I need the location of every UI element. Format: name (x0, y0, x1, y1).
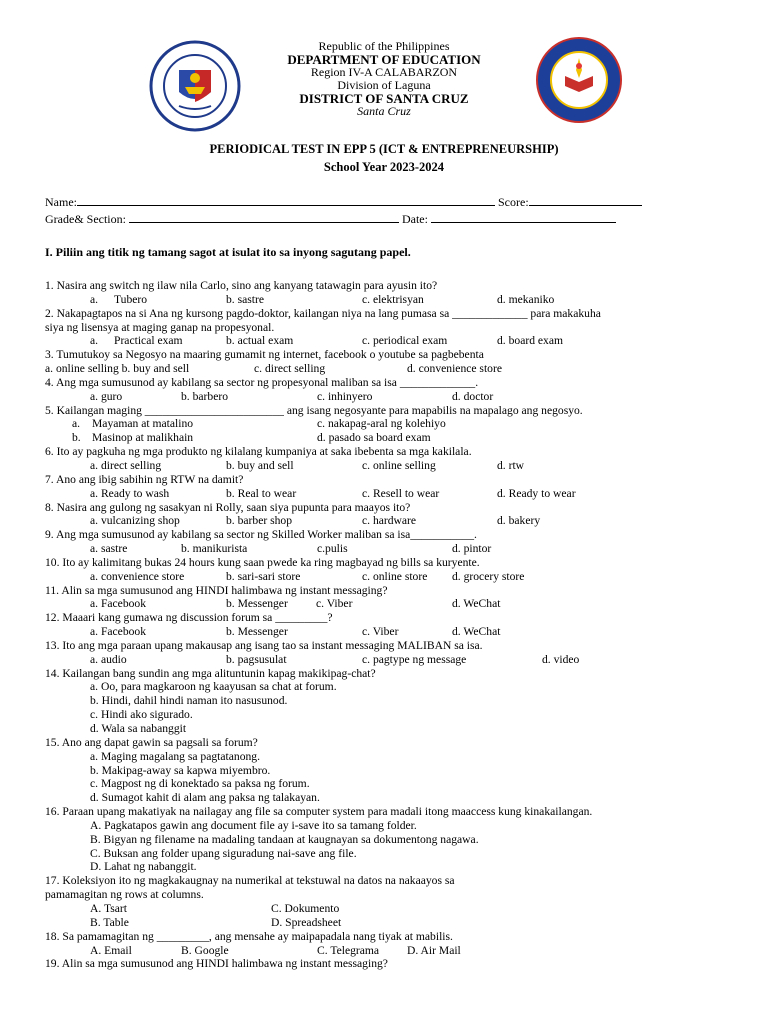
grade-section-label: Grade& Section: (45, 212, 126, 226)
name-field[interactable] (45, 194, 642, 210)
question-line (45, 764, 745, 778)
line-text: b. sari-sari store (226, 569, 301, 583)
line-text: 15. Ano ang dapat gawin sa pagsali sa forum? (45, 735, 258, 749)
question-line (45, 708, 745, 722)
line-text: c. direct selling (254, 362, 326, 376)
line-text: 4. Ang mga sumusunod ay kabilang sa sector ng propesyonal maliban sa isa _____________. (45, 375, 479, 389)
line-text: 19. Alin sa mga sumusunod ang HINDI halimbawa ng instant messaging? (45, 957, 388, 971)
question-line (45, 501, 745, 515)
question-line (45, 348, 745, 362)
line-text: c. periodical exam (362, 334, 448, 348)
line-text: pamamagitan ng rows at columns. (45, 888, 204, 902)
line-text: 7. Ano ang ibig sabihin ng RTW na damit? (45, 472, 244, 486)
question-line (45, 722, 745, 736)
question-line (45, 445, 745, 459)
question-line (45, 791, 745, 805)
line-text: 1. Nasira ang switch ng ilaw nila Carlo, sino ang kanyang tatawagin para ayusin ito? (45, 279, 438, 292)
line-text: a. Maging magalang sa pagtatanong. (90, 749, 260, 763)
line-text: c. nakapag-aral ng kolehiyo (317, 417, 446, 431)
line-text: Masinop at malikhain (92, 431, 194, 445)
district-text: DISTRICT OF SANTA CRUZ (299, 91, 469, 106)
line-text: B. Google (181, 943, 229, 957)
line-text: 18. Sa pamamagitan ng _________, ang mensahe ay maipapadala nang tiyak at mabilis. (45, 929, 453, 943)
question-line (45, 833, 745, 847)
question-line (45, 860, 745, 874)
question-line (45, 334, 745, 348)
line-text: siya ng lisensya at maging ganap na propesyonal. (45, 320, 275, 334)
question-line (45, 625, 745, 639)
line-text: d. video (542, 652, 580, 666)
question-line (45, 736, 745, 750)
line-text: A. Email (90, 943, 132, 957)
line-text: c. online selling (362, 458, 436, 472)
question-line (45, 667, 745, 681)
question-line (45, 307, 745, 321)
line-text: b. barbero (181, 389, 228, 403)
line-text: 8. Nasira ang gulong ng sasakyan ni Rolly, saan siya pupunta para maayos ito? (45, 500, 411, 514)
question-line (45, 944, 745, 958)
town-text: Santa Cruz (357, 104, 411, 118)
line-text: A. Tsart (90, 901, 127, 915)
republic-text: Republic of the Philippines (318, 39, 450, 53)
line-text: d. pintor (452, 542, 492, 556)
question-line (45, 847, 745, 861)
line-text: a. direct selling (90, 458, 162, 472)
line-text: a. (72, 417, 81, 431)
line-text: a. Facebook (90, 597, 147, 611)
line-text: b. Makipag-away sa kapwa miyembro. (90, 763, 271, 777)
line-text: a. convenience store (90, 569, 185, 583)
question-line (45, 390, 745, 404)
question-line (45, 930, 745, 944)
line-text: a. Ready to wash (90, 486, 170, 500)
line-text: 13. Ito ang mga paraan upang makausap ang isang tao sa instant messaging MALIBAN sa isa. (45, 638, 483, 652)
question-line (45, 376, 745, 390)
line-text: c. inhinyero (317, 389, 373, 403)
question-line (45, 514, 745, 528)
line-text: d. convenience store (407, 362, 502, 376)
line-text: C. Telegrama (317, 943, 380, 957)
department-text: DEPARTMENT OF EDUCATION (287, 52, 481, 67)
question-line (45, 957, 745, 971)
line-text: 10. Ito ay kalimitang bukas 24 hours kung saan pwede ka ring magbayad ng bills sa kuryente. (45, 555, 480, 569)
line-text: c. Magpost ng di konektado sa paksa ng forum. (90, 777, 310, 791)
line-text: b. barber shop (226, 514, 293, 528)
line-text: a. sastre (90, 542, 128, 556)
line-text: D. Lahat ng nabanggit. (90, 860, 197, 874)
line-text: d. board exam (497, 334, 563, 348)
question-line (45, 694, 745, 708)
question-line (45, 888, 745, 902)
question-line (45, 542, 745, 556)
line-text: d. Sumagot kahit di alam ang paksa ng talakayan. (90, 791, 320, 805)
line-text: d. WeChat (452, 625, 501, 639)
line-text: c. online store (362, 569, 428, 583)
question-line (45, 473, 745, 487)
question-line (45, 321, 745, 335)
line-text: A. Pagkatapos gawin ang document file ay i-save ito sa tamang folder. (90, 818, 417, 832)
line-text: 6. Ito ay pagkuha ng mga produkto ng kilalang kumpaniya at saka ibebenta sa mga kakilala. (45, 445, 472, 459)
line-text: 16. Paraan upang makatiyak na nailagay ang file sa computer system para madali itong maaccess kung kinakailangan. (45, 805, 593, 819)
line-text: a. online selling b. buy and sell (45, 362, 190, 376)
question-line (45, 459, 745, 473)
division-text: Division of Laguna (337, 78, 431, 92)
line-text: D. Air Mail (407, 943, 461, 957)
line-text: a. (90, 334, 99, 348)
question-line (45, 279, 745, 293)
line-text: D. Spreadsheet (271, 915, 342, 929)
question-line (45, 597, 745, 611)
line-text: c. Viber (362, 625, 399, 639)
line-text: c. Hindi ako sigurado. (90, 708, 193, 722)
line-text: b. pagsusulat (226, 652, 287, 666)
line-text: 12. Maaari kang gumawa ng discussion forum sa _________? (45, 611, 333, 625)
line-text: C. Dokumento (271, 901, 340, 915)
line-text: Tubero (114, 292, 148, 306)
question-line (45, 487, 745, 501)
question-line (45, 805, 745, 819)
grade-section-field[interactable] (45, 211, 616, 227)
line-text: 14. Kailangan bang sundin ang mga alituntunin kapag makikipag-chat? (45, 666, 376, 680)
line-text: b. Real to wear (226, 486, 297, 500)
line-text: Mayaman at matalino (92, 417, 194, 431)
test-title: PERIODICAL TEST IN EPP 5 (ICT & ENTREPRENEURSHIP) (209, 142, 559, 156)
question-line (45, 556, 745, 570)
line-text: Practical exam (114, 334, 183, 348)
question-line (45, 611, 745, 625)
line-text: d. Ready to wear (497, 486, 576, 500)
line-text: b. actual exam (226, 334, 294, 348)
question-line (45, 404, 745, 418)
question-line (45, 528, 745, 542)
question-line (45, 819, 745, 833)
line-text: c.pulis (317, 542, 348, 556)
line-text: 3. Tumutukoy sa Negosyo na maaring gumamit ng internet, facebook o youtube sa pagbebenta (45, 348, 484, 362)
line-text: d. mekaniko (497, 292, 555, 306)
line-text: b. buy and sell (226, 458, 294, 472)
question-line (45, 431, 745, 445)
question-line (45, 916, 745, 930)
name-label: Name: (45, 195, 77, 209)
line-text: c. Viber (316, 597, 353, 611)
line-text: 9. Ang mga sumusunod ay kabilang sa sector ng Skilled Worker maliban sa isa___________. (45, 528, 477, 542)
line-text: d. bakery (497, 514, 541, 528)
line-text: 17. Koleksiyon ito ng magkakaugnay na numerikal at tekstuwal na datos na nakaayos sa (45, 874, 455, 888)
question-line (45, 653, 745, 667)
line-text: d. doctor (452, 389, 494, 403)
question-line (45, 362, 745, 376)
line-text: a. guro (90, 389, 123, 403)
line-text: B. Bigyan ng filename na madaling tandaan at kaugnayan sa dokumentong nagawa. (90, 832, 479, 846)
date-label: Date: (401, 212, 428, 226)
line-text: d. pasado sa board exam (317, 431, 431, 445)
line-text: d. WeChat (452, 597, 501, 611)
line-text: b. Hindi, dahil hindi naman ito nasusunod. (90, 694, 288, 708)
line-text: 5. Kailangan maging ________________________ ang isang negosyante para mapabilis na mapalago ang negosyo. (45, 403, 583, 417)
question-line (45, 750, 745, 764)
line-text: b. sastre (226, 292, 264, 306)
line-text: a. (90, 292, 99, 306)
question-line (45, 293, 745, 307)
line-text: a. Oo, para magkaroon ng kaayusan sa chat at forum. (90, 680, 337, 694)
line-text: c. elektrisyan (362, 292, 424, 306)
school-year: School Year 2023-2024 (323, 160, 445, 174)
line-text: b. Messenger (226, 625, 288, 639)
question-line (45, 680, 745, 694)
line-text: d. rtw (497, 458, 525, 472)
question-line (45, 874, 745, 888)
line-text: c. pagtype ng message (362, 652, 467, 666)
line-text: a. Facebook (90, 625, 147, 639)
line-text: d. grocery store (452, 569, 525, 583)
question-line (45, 902, 745, 916)
letterhead (0, 40, 768, 118)
line-text: 11. Alin sa mga sumusunod ang HINDI halimbawa ng instant messaging? (45, 583, 388, 597)
line-text: b. Messenger (226, 597, 288, 611)
questions (45, 279, 745, 971)
line-text: a. vulcanizing shop (90, 514, 180, 528)
question-line (45, 570, 745, 584)
line-text: b. (72, 431, 81, 445)
line-text: b. manikurista (181, 542, 248, 556)
line-text: a. audio (90, 652, 127, 666)
instruction: I. Piliin ang titik ng tamang sagot at isulat ito sa inyong sagutang papel. (45, 245, 411, 259)
score-label: Score: (498, 195, 529, 209)
line-text: c. hardware (362, 514, 417, 528)
question-line (45, 584, 745, 598)
region-text: Region IV-A CALABARZON (310, 65, 458, 79)
line-text: 2. Nakapagtapos na si Ana ng kursong pagdo-doktor, kailangan niya na lang pumasa sa _____________ para makakuha (45, 306, 601, 320)
line-text: B. Table (90, 915, 129, 929)
line-text: c. Resell to wear (362, 486, 440, 500)
line-text: d. Wala sa nabanggit (90, 722, 187, 735)
question-line (45, 417, 745, 431)
question-line (45, 639, 745, 653)
question-line (45, 777, 745, 791)
line-text: C. Buksan ang folder upang siguradung nai-save ang file. (90, 846, 357, 860)
